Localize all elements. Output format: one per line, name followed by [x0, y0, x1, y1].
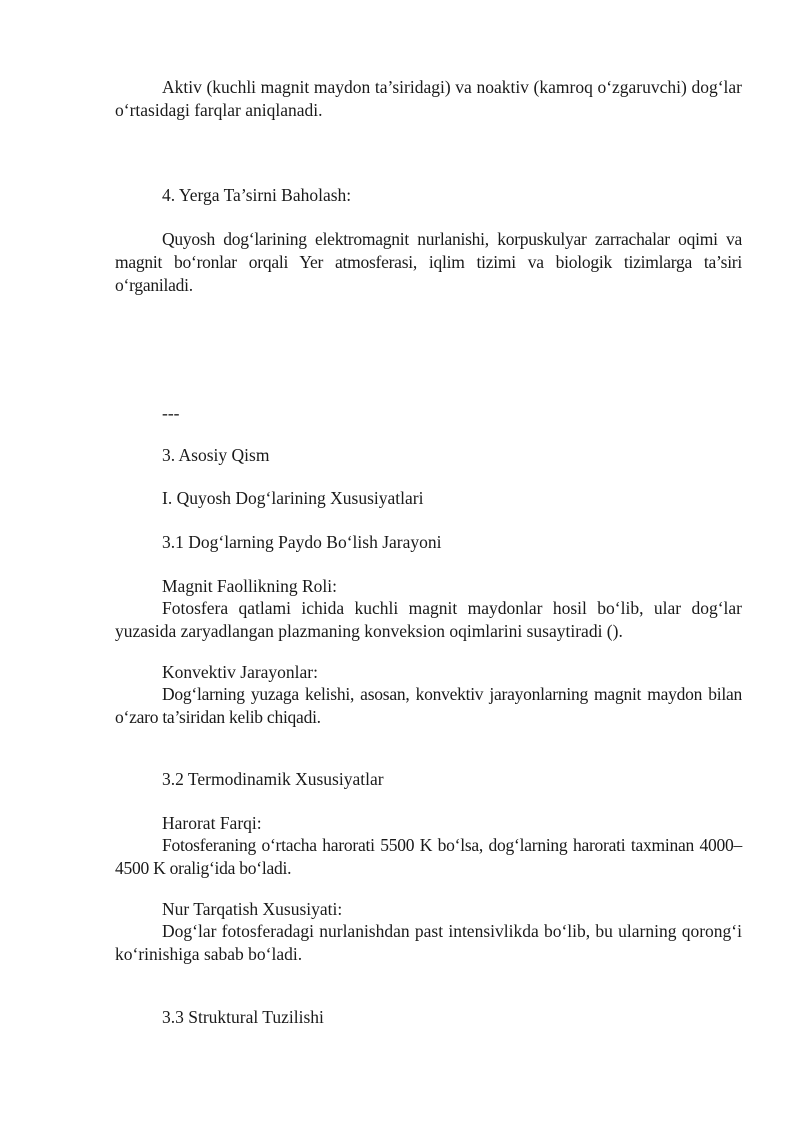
heading-section-3-2: 3.2 Termodinamik Xususiyatlar: [162, 769, 384, 789]
paragraph-active-inactive-spots: Aktiv (kuchli magnit maydon ta’siridagi) va noaktiv (kamroq o‘zgaruvchi) dog‘lar o‘rtasidagi farqlar aniqlanadi.: [115, 77, 742, 120]
section-separator: ---: [162, 403, 180, 423]
paragraph-temperature: Fotosferaning o‘rtacha harorati 5500 K bo‘lsa, dog‘larning harorati taxminan 4000–4500 K oralig‘ida bo‘ladi.: [115, 835, 742, 878]
heading-section-3-1: 3.1 Dog‘larning Paydo Bo‘lish Jarayoni: [162, 532, 442, 552]
heading-sunspot-properties: I. Quyosh Dog‘larining Xususiyatlari: [162, 488, 424, 508]
subheading-temperature: Harorat Farqi:: [162, 813, 262, 833]
subheading-radiation: Nur Tarqatish Xususiyati:: [162, 899, 343, 919]
heading-earth-impact: 4. Yerga Ta’sirni Baholash:: [162, 185, 352, 205]
heading-section-3-3: 3.3 Struktural Tuzilishi: [162, 1007, 324, 1027]
subheading-convective: Konvektiv Jarayonlar:: [162, 662, 318, 682]
paragraph-radiation: Dog‘lar fotosferadagi nurlanishdan past intensivlikda bo‘lib, bu ularning qorong‘i ko‘rinishiga sabab bo‘ladi.: [115, 921, 742, 964]
heading-main-part: 3. Asosiy Qism: [162, 445, 270, 465]
subheading-magnetic-role: Magnit Faollikning Roli:: [162, 576, 338, 596]
paragraph-convective: Dog‘larning yuzaga kelishi, asosan, konvektiv jarayonlarning magnit maydon bilan o‘zaro ta’siridan kelib chiqadi.: [115, 684, 742, 727]
paragraph-magnetic-role: Fotosfera qatlami ichida kuchli magnit maydonlar hosil bo‘lib, ular dog‘lar yuzasida zaryadlangan plazmaning konveksion oqimlarini susaytiradi ().: [115, 598, 742, 641]
paragraph-earth-impact: Quyosh dog‘larining elektromagnit nurlanishi, korpuskulyar zarrachalar oqimi va magnit bo‘ronlar orqali Yer atmosferasi, iqlim tizimi va biologik tizimlarga ta’siri o‘rganiladi.: [115, 229, 742, 295]
